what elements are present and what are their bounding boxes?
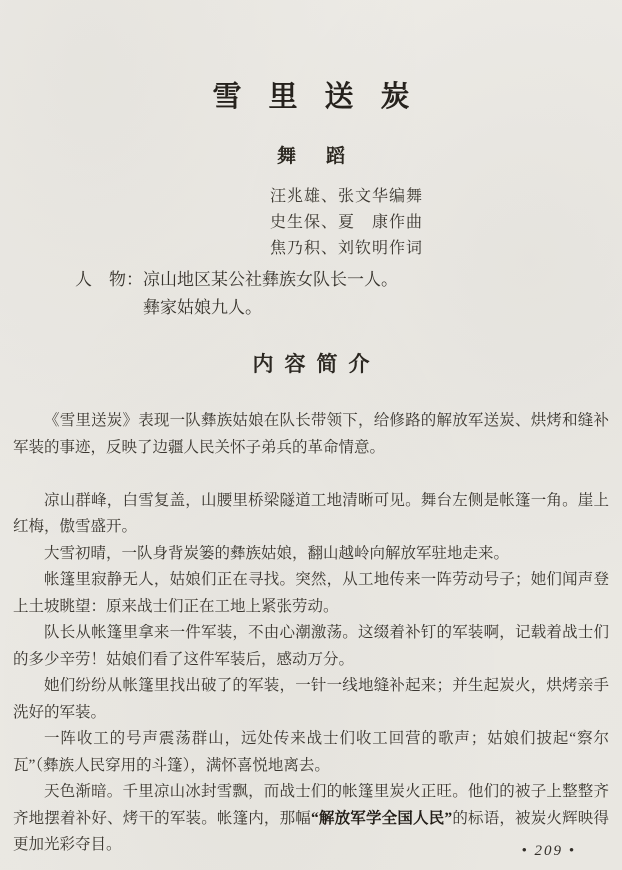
slogan-text: “解放军学全国人民” (310, 809, 453, 827)
page-title: 雪里送炭 (212, 81, 437, 113)
credit-composers: 史生保、夏 康作曲 (269, 214, 423, 231)
credit-lyricists: 焦乃积、刘钦明作词 (269, 240, 423, 257)
cast-lines (143, 266, 398, 322)
final-paragraph-text-after: 的标语，被炭火辉映得更加光彩夺目。 (13, 809, 609, 853)
final-paragraph-text-before: 天色渐暗。千里凉山冰封雪飘，而战士们的帐篷里炭火正旺。他们的被子上整整齐齐地摆着补好、烤干的军装。帐篷内，那幅 (13, 783, 609, 827)
cast-label: 人 物： (75, 270, 143, 289)
credits-block (270, 184, 423, 262)
page-number: • 209 • (521, 843, 576, 859)
synopsis-paragraph: 帐篷里寂静无人，姑娘们正在寻找。突然，从工地传来一阵劳动号子；她们闻声登上土坡眺望：原来战士们正在工地上紧张劳动。 (13, 571, 609, 615)
section-heading: 内容简介 (252, 352, 381, 376)
synopsis-intro-paragraph: 《雪里送炭》表现一队彝族姑娘在队长带领下，给修路的解放军送炭、烘烤和缝补军装的事迹，反映了边疆人民关怀子弟兵的革命情意。 (13, 412, 609, 456)
genre-label: 舞蹈 (276, 146, 375, 167)
cast-line-girls: 彝家姑娘九人。 (143, 298, 262, 317)
credit-choreographers: 汪兆雄、张文华编舞 (269, 188, 423, 205)
synopsis-paragraph: 大雪初晴，一队身背炭篓的彝族姑娘，翻山越岭向解放军驻地走来。 (44, 544, 510, 562)
cast-line-leader: 凉山地区某公社彝族女队长一人。 (143, 270, 398, 289)
synopsis-paragraph: 她们纷纷从帐篷里找出破了的军装，一针一线地缝补起来；并生起炭火，烘烤亲手洗好的军装。 (13, 677, 609, 721)
synopsis-final-paragraph (13, 779, 609, 859)
synopsis-paragraph: 一阵收工的号声震荡群山，远处传来战士们收工回营的歌声；姑娘们披起“察尔瓦”（彝族人民穿用的斗篷），满怀喜悦地离去。 (13, 730, 609, 774)
synopsis-body (13, 408, 609, 859)
synopsis-paragraph: 队长从帐篷里拿来一件军装，不由心潮激荡。这缀着补钉的军装啊，记载着战士们的多少辛劳！姑娘们看了这件军装后，感动万分。 (13, 624, 609, 668)
synopsis-paragraph: 凉山群峰，白雪复盖，山腰里桥梁隧道工地清晰可见。舞台左侧是帐篷一角。崖上红梅，傲雪盛开。 (13, 491, 609, 535)
cast-block (75, 266, 609, 322)
